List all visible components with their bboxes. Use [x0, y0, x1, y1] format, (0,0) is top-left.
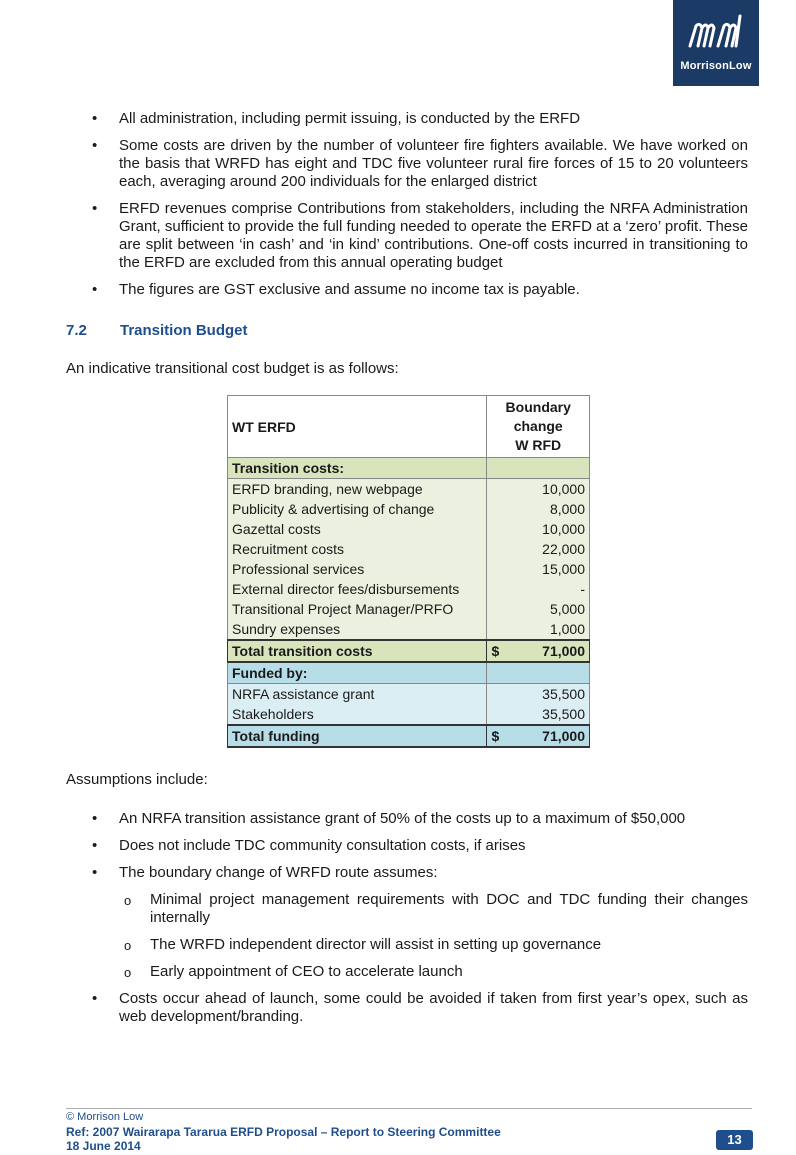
list-item: • An NRFA transition assistance grant of 50% of the costs up to a maximum of $50,000 — [92, 810, 686, 827]
assumptions-list — [0, 810, 796, 1026]
list-item: • Some costs are driven by the number of volunteer fire fighters available. We have worked on the basis that WRFD has eight and TDC five volunteer rural fire forces of 15 to 20 volunteers each, averaging around 200 individuals for the enlarged district — [92, 137, 748, 190]
list-item: • Does not include TDC community consultation costs, if arises — [92, 837, 526, 854]
top-bullet-list — [0, 110, 796, 299]
bullet-icon: • — [92, 137, 98, 154]
col2-header: Boundary change W RFD — [487, 396, 590, 458]
bullet-icon: • — [92, 110, 98, 127]
circle-bullet-icon: o — [124, 893, 132, 908]
list-item: • ERFD revenues comprise Contributions from stakeholders, including the NRFA Administration Grant, sufficient to provide the full funding needed to operate the ERFD at a ‘zero’ profit. These are split between ‘in cash’ and ‘in kind’ contributions. One-off costs incurred in transitioning to the ERFD are excluded from this annual operating budget — [92, 200, 748, 271]
col1-header: WT ERFD — [228, 396, 487, 458]
bullet-icon: • — [92, 837, 98, 854]
section-title: Transition Budget — [120, 322, 248, 339]
table-row: Gazettal costs 10,000 — [228, 519, 590, 539]
sub-list-item: o The WRFD independent director will assist in setting up governance — [124, 936, 602, 953]
bullet-icon: • — [92, 810, 98, 827]
list-item: • All administration, including permit issuing, is conducted by the ERFD — [92, 110, 581, 127]
funded-by-header: Funded by: — [228, 662, 590, 684]
intro-paragraph: An indicative transitional cost budget is as follows: — [66, 360, 399, 377]
section-heading — [66, 322, 248, 339]
table-header-row — [228, 396, 590, 458]
table-row: NRFA assistance grant 35,500 — [228, 684, 590, 705]
table-row: Publicity & advertising of change 8,000 — [228, 499, 590, 519]
bullet-icon: • — [92, 200, 98, 217]
logo-brand-text: MorrisonLow — [680, 60, 752, 72]
footer-reference: Ref: 2007 Wairarapa Tararua ERFD Proposal – Report to Steering Committee 18 June 2014 — [66, 1125, 501, 1153]
list-item: • The figures are GST exclusive and assume no income tax is payable. — [92, 281, 580, 298]
assumptions-intro: Assumptions include: — [66, 771, 208, 788]
table-row: Recruitment costs 22,000 — [228, 539, 590, 559]
transition-costs-header: Transition costs: — [228, 458, 590, 479]
bullet-icon: • — [92, 864, 98, 881]
footer-divider — [66, 1108, 752, 1109]
table-row: ERFD branding, new webpage 10,000 — [228, 479, 590, 500]
table-row: Professional services 15,000 — [228, 559, 590, 579]
table-row: External director fees/disbursements - — [228, 579, 590, 599]
bullet-icon: • — [92, 281, 98, 298]
footer-copyright: © Morrison Low — [66, 1111, 144, 1123]
section-number: 7.2 — [66, 322, 87, 339]
page-number-badge: 13 — [716, 1130, 753, 1150]
bullet-icon: • — [92, 990, 98, 1007]
ml-monogram-icon — [673, 12, 759, 56]
circle-bullet-icon: o — [124, 938, 132, 953]
list-item: • The boundary change of WRFD route assumes: — [92, 864, 438, 881]
sub-list-item: o Early appointment of CEO to accelerate launch — [124, 963, 463, 980]
sub-list-item: o Minimal project management requirements with DOC and TDC funding their changes internally — [124, 891, 748, 926]
transition-budget-table — [227, 395, 590, 748]
total-transition-row: Total transition costs $ 71,000 — [228, 640, 590, 662]
table-row: Sundry expenses 1,000 — [228, 619, 590, 640]
total-funding-row: Total funding $ 71,000 — [228, 725, 590, 747]
circle-bullet-icon: o — [124, 965, 132, 980]
morrisonlow-logo — [673, 0, 759, 86]
table-row: Stakeholders 35,500 — [228, 704, 590, 725]
list-item: • Costs occur ahead of launch, some could be avoided if taken from first year’s opex, such as web development/branding. — [92, 990, 748, 1025]
table-row: Transitional Project Manager/PRFO 5,000 — [228, 599, 590, 619]
